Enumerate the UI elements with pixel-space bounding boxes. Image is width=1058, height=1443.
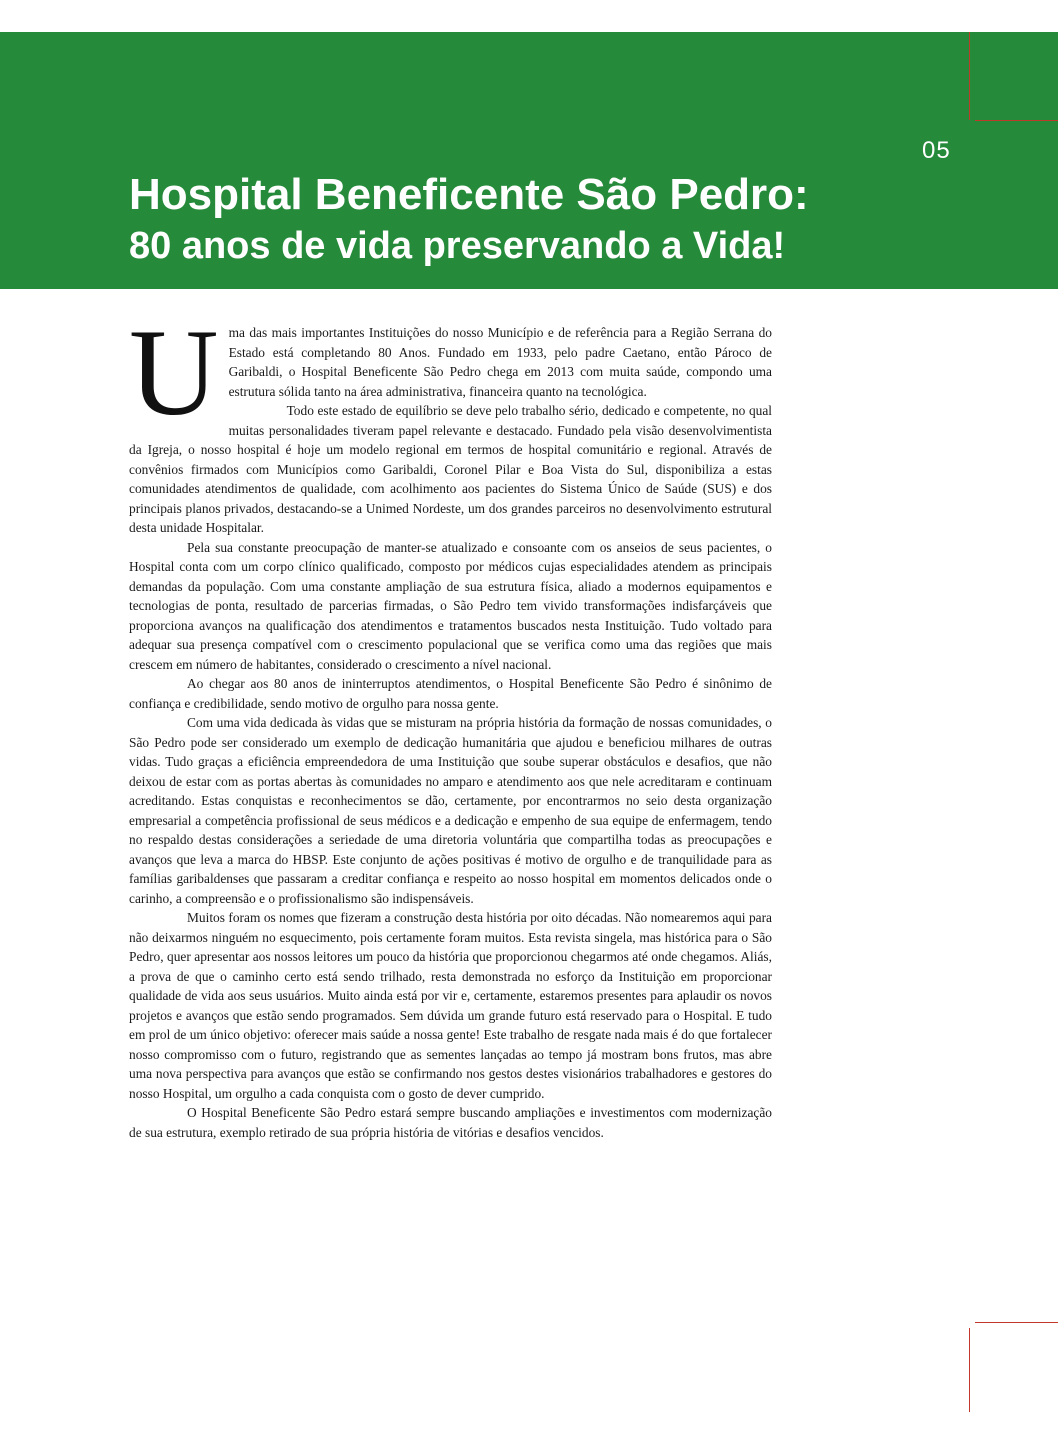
crop-mark-bottom-vertical [969,1328,970,1412]
paragraph-6: Muitos foram os nomes que fizeram a construção desta história por oito décadas. Não nomearemos aqui para não deixarmos ninguém no esquecimento, pois certamente foram muitos. Esta revista singela, mas histórica para o São Pedro, quer apresentar aos nossos leitores um pouco da história que proporcionou chegarmos até onde chegamos. Aliás, a prova de que o caminho certo está sendo trilhado, resta demonstrada no esforço da Instituição em proporcionar qualidade de vida aos seus usuários. Muito ainda está por vir e, certamente, estaremos presentes para aplaudir os novos projetos e avanços que estão sendo programados. Sem dúvida um grande futuro está reservado para o Hospital. E tudo em prol de um único objetivo: oferecer mais saúde a nossa gente! Este trabalho de resgate nada mais é do que fortalecer nosso compromisso com o futuro, registrando que as sementes lançadas ao tempo já mostram bons frutos, mas abre uma nova perspectiva para avanços que estão se confirmando nos gestos destes visionários trabalhadores e gestores do nosso Hospital, um orgulho a cada conquista com o gosto de dever cumprido. [129,910,772,1101]
page-title: Hospital Beneficente São Pedro: [129,170,809,219]
crop-mark-top-vertical [969,32,970,120]
article-body [129,304,772,1142]
paragraph-1 [129,304,772,441]
crop-mark-top-horizontal [975,120,1058,121]
paragraph-4: Ao chegar aos 80 anos de ininterruptos atendimentos, o Hospital Beneficente São Pedro é sinônimo de confiança e credibilidade, sendo motivo de orgulho para nossa gente. [129,676,772,711]
crop-mark-bottom-horizontal [975,1322,1058,1323]
paragraph-2: Todo este estado de equilíbrio se deve pelo trabalho sério, dedicado e competente, no qual muitas personalidades tiveram papel relevante e destacado. Fundado pela visão desenvolvimentista da Igreja, o nosso hospital é hoje um modelo regional em termos de hospital comunitário e regional. Através de convênios firmados com Municípios como Garibaldi, Coronel Pilar e Boa Vista do Sul, disponibiliza a estas comunidades atendimentos de qualidade, com acolhimento aos pacientes do Sistema Único de Saúde (SUS) e dos principais planos privados, destacando-se a Unimed Nordeste, um dos grandes parceiros no desenvolvimento estrutural desta unidade Hospitalar. [129,403,772,535]
drop-cap: U [129,304,219,441]
paragraph-1-text: ma das mais importantes Instituições do nosso Município e de referência para a Região Serrana do Estado está completando 80 Anos. Fundado em 1933, pelo padre Caetano, então Pároco de Garibaldi, o Hospital Beneficente São Pedro chega em 2013 com muita saúde, compondo uma estrutura sólida tanto na área administrativa, financeira quanto na tecnológica. [228,325,772,399]
paragraph-3: Pela sua constante preocupação de manter-se atualizado e consoante com os anseios de seus pacientes, o Hospital conta com um corpo clínico qualificado, composto por médicos cujas especialidades atendem as principais demandas da população. Com uma constante ampliação de sua estrutura física, aliado a modernos equipamentos e tecnologias de ponta, resultado de parcerias firmadas, o São Pedro tem vivido transformações indisfarçáveis que proporciona avanços na qualificação dos atendimentos e tratamentos buscados nesta Instituição. Tudo voltado para adequar sua presença compatível com o crescimento populacional que se verifica como uma das regiões que mais crescem em número de habitantes, considerado o crescimento a nível nacional. [129,539,772,672]
page-number: 05 [922,137,951,164]
paragraph-5: Com uma vida dedicada às vidas que se misturam na própria história da formação de nossas comunidades, o São Pedro pode ser considerado um exemplo de dedicação humanitária que ajudou e beneficiou milhares de outras vidas. Tudo graças a eficiência empreendedora de uma Instituição que soube superar obstáculos e desafios, que não deixou de estar com as portas abertas às comunidades no amparo e atendimento aos que nele acreditaram e continuam acreditando. Estas conquistas e reconhecimentos se dão, certamente, por encontrarmos no seio desta organização empresarial a competência profissional de seus médicos e a dedicação e empenho de sua equipe de enfermagem, tendo no respaldo destas considerações a seriedade de uma diretoria voluntária que compartilha todas as preocupações e avanços que leva a marca do HBSP. Este conjunto de ações positivas é motivo de orgulho e de tranquilidade para as famílias garibaldenses que passaram a creditar confiança e respeito ao nosso hospital em momentos delicados onde o carinho, a compreensão e o profissionalismo são indispensáveis. [129,715,772,906]
page-subtitle: 80 anos de vida preservando a Vida! [129,225,786,267]
paragraph-7: O Hospital Beneficente São Pedro estará sempre buscando ampliações e investimentos com modernização de sua estrutura, exemplo retirado de sua própria história de vitórias e desafios vencidos. [129,1105,772,1140]
